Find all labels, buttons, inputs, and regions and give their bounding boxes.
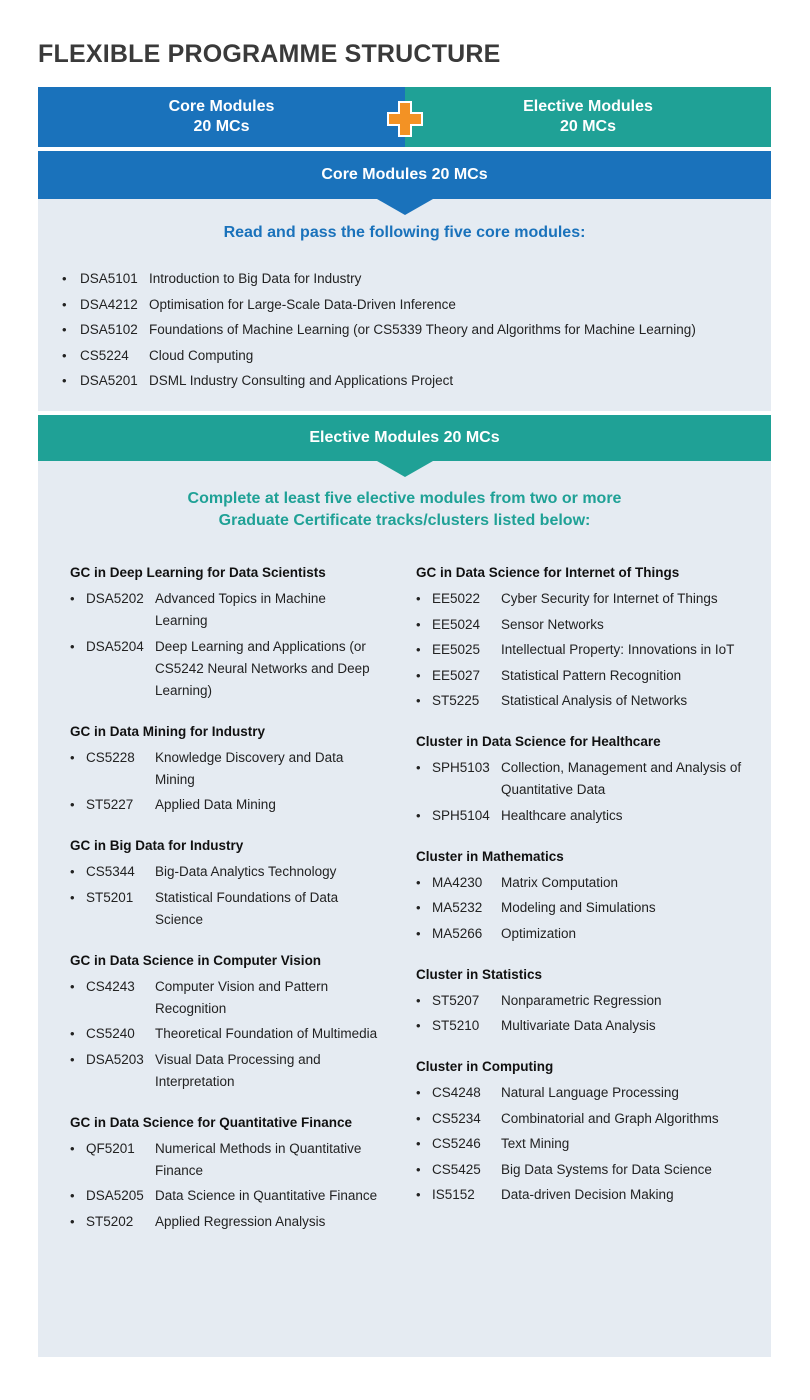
elective-left-column (70, 565, 415, 1255)
bullet-icon: • (62, 347, 67, 363)
bullet-icon: • (70, 978, 75, 994)
module-group (416, 849, 761, 945)
list-item (416, 805, 761, 827)
module-name: Applied Data Mining (155, 797, 276, 812)
module-code: EE5025 (432, 642, 481, 657)
list-item (416, 897, 761, 919)
bullet-icon: • (416, 642, 421, 657)
module-name: Healthcare analytics (501, 807, 623, 823)
module-group (416, 967, 761, 1038)
elective-summary-box (405, 87, 771, 147)
bullet-icon: • (416, 1187, 421, 1202)
module-name: Optimisation for Large-Scale Data-Driven Inference (149, 296, 456, 312)
bullet-icon: • (416, 874, 421, 890)
module-code: DSA5102 (80, 322, 138, 338)
elective-band-arrow (377, 461, 433, 477)
module-name: Collection, Management and Analysis of Quantitative Data (501, 760, 742, 797)
module-code: ST5225 (432, 693, 480, 708)
bullet-icon: • (416, 591, 421, 606)
core-band: Core Modules 20 MCs (38, 151, 771, 199)
module-name: Optimization (501, 925, 577, 941)
group-title: GC in Big Data for Industry (70, 838, 244, 853)
list-item (416, 757, 761, 801)
list-item (62, 368, 696, 394)
module-code: ST5201 (86, 889, 134, 905)
module-code: ST5207 (432, 992, 480, 1008)
module-name: Big Data Systems for Data Science (501, 1161, 712, 1177)
module-code: CS5425 (432, 1161, 481, 1177)
group-title: Cluster in Mathematics (416, 848, 564, 864)
list-item (62, 266, 696, 292)
core-summary-mcs: 20 MCs (193, 118, 250, 135)
bullet-icon: • (416, 760, 421, 775)
module-code: DSA5204 (86, 638, 144, 654)
module-name: Introduction to Big Data for Industry (149, 271, 362, 287)
list-item (416, 690, 761, 712)
bullet-icon: • (62, 322, 67, 338)
module-group (416, 565, 761, 712)
list-item (70, 636, 415, 702)
elective-band: Elective Modules 20 MCs (38, 415, 771, 461)
core-module-list (62, 266, 696, 394)
group-title: GC in Data Mining for Industry (70, 723, 265, 739)
group-title: GC in Data Science in Computer Vision (70, 952, 322, 968)
bullet-icon: • (416, 1018, 421, 1033)
core-summary-box (38, 87, 405, 147)
core-heading: Read and pass the following five core modules: (223, 224, 586, 241)
bullet-icon: • (70, 1213, 75, 1229)
bullet-icon: • (416, 693, 421, 708)
module-name: Data-driven Decision Making (501, 1187, 674, 1202)
list-item (416, 990, 761, 1012)
module-code: EE5024 (432, 616, 481, 632)
module-code: CS5246 (432, 1136, 481, 1151)
list-item (70, 1185, 415, 1207)
module-code: CS5234 (432, 1110, 481, 1126)
module-code: DSA5101 (80, 271, 138, 287)
module-code: ST5202 (86, 1213, 134, 1229)
elective-heading (38, 488, 771, 532)
bullet-icon: • (416, 1136, 421, 1151)
bullet-icon: • (70, 889, 75, 905)
list-item (416, 923, 761, 945)
module-name: Deep Learning and Applications (or CS5242 Neural Networks and Deep Learning) (155, 638, 370, 698)
list-item (62, 317, 696, 343)
module-code: SPH5103 (432, 760, 490, 775)
module-name: Statistical Analysis of Networks (501, 693, 688, 708)
bullet-icon: • (70, 591, 75, 606)
bullet-icon: • (70, 749, 75, 765)
module-code: EE5022 (432, 591, 481, 606)
elective-summary-label: Elective Modules (523, 98, 653, 115)
module-name: Cyber Security for Internet of Things (501, 591, 718, 606)
list-item (70, 747, 415, 791)
module-code: CS5344 (86, 864, 135, 879)
module-code: CS4243 (86, 978, 135, 994)
list-item (416, 1108, 761, 1130)
module-name: Big-Data Analytics Technology (155, 864, 337, 879)
list-item (70, 794, 415, 816)
module-name: Knowledge Discovery and Data Mining (155, 749, 344, 787)
module-name: Combinatorial and Graph Algorithms (501, 1110, 719, 1126)
bullet-icon: • (416, 1110, 421, 1126)
group-title: Cluster in Data Science for Healthcare (416, 734, 661, 749)
core-band-arrow (377, 199, 433, 215)
module-name: Data Science in Quantitative Finance (155, 1188, 378, 1203)
module-code: ST5210 (432, 1018, 480, 1033)
bullet-icon: • (70, 864, 75, 879)
bullet-icon: • (416, 807, 421, 823)
list-item (62, 292, 696, 318)
module-name: Matrix Computation (501, 874, 619, 890)
core-summary-label: Core Modules (168, 98, 275, 115)
module-group (70, 565, 415, 702)
module-code: CS4248 (432, 1085, 481, 1100)
bullet-icon: • (70, 797, 75, 812)
module-code: CS5224 (80, 347, 129, 363)
group-title: Cluster in Statistics (416, 966, 543, 982)
bullet-icon: • (416, 925, 421, 941)
module-code: MA5232 (432, 900, 483, 915)
bullet-icon: • (70, 638, 75, 654)
list-item (416, 614, 761, 636)
module-name: Statistical Foundations of Data Science (155, 889, 339, 927)
list-item (416, 1015, 761, 1037)
module-code: IS5152 (432, 1187, 475, 1202)
module-group (70, 724, 415, 817)
module-name: Cloud Computing (149, 347, 254, 363)
elective-summary-mcs: 20 MCs (559, 118, 617, 135)
module-name: Computer Vision and Pattern Recognition (155, 978, 329, 1016)
module-code: ST5227 (86, 797, 134, 812)
list-item (416, 1159, 761, 1181)
module-code: QF5201 (86, 1140, 135, 1156)
bullet-icon: • (70, 1026, 75, 1041)
module-name: Theoretical Foundation of Multimedia (155, 1026, 378, 1041)
bullet-icon: • (416, 667, 421, 683)
module-code: DSA5205 (86, 1188, 144, 1203)
module-name: Advanced Topics in Machine Learning (155, 591, 326, 628)
list-item (62, 343, 696, 369)
bullet-icon: • (416, 900, 421, 915)
bullet-icon: • (62, 271, 67, 287)
list-item (416, 1082, 761, 1104)
module-name: Applied Regression Analysis (155, 1213, 326, 1229)
list-item (416, 665, 761, 687)
module-name: Nonparametric Regression (501, 992, 662, 1008)
module-name: Multivariate Data Analysis (501, 1018, 656, 1033)
page-title: FLEXIBLE PROGRAMME STRUCTURE (38, 40, 501, 68)
plus-icon (387, 101, 423, 137)
module-group (416, 734, 761, 827)
list-item (416, 872, 761, 894)
list-item (70, 861, 415, 883)
module-name: Numerical Methods in Quantitative Finance (155, 1140, 362, 1178)
module-name: Visual Data Processing and Interpretation (155, 1051, 321, 1089)
list-item (70, 976, 415, 1020)
module-group (70, 953, 415, 1093)
bullet-icon: • (62, 373, 67, 389)
list-item (416, 588, 761, 610)
list-item (70, 1023, 415, 1045)
list-item (70, 887, 415, 931)
module-name: DSML Industry Consulting and Applications Project (149, 373, 454, 389)
module-code: MA5266 (432, 925, 483, 941)
group-title: Cluster in Computing (416, 1059, 554, 1074)
bullet-icon: • (70, 1051, 75, 1067)
module-code: DSA5203 (86, 1051, 144, 1067)
module-name: Natural Language Processing (501, 1085, 679, 1100)
elective-right-column (416, 565, 761, 1228)
bullet-icon: • (416, 1085, 421, 1100)
list-item (416, 1184, 761, 1206)
list-item (70, 588, 415, 632)
elective-heading-line1: Complete at least five elective modules from two or more (187, 490, 622, 507)
bullet-icon: • (416, 616, 421, 632)
group-title: GC in Data Science for Quantitative Finance (70, 1114, 353, 1130)
list-item (70, 1138, 415, 1182)
list-item (70, 1211, 415, 1233)
module-group (70, 1115, 415, 1233)
module-code: DSA4212 (80, 296, 138, 312)
module-group (70, 838, 415, 931)
bullet-icon: • (70, 1140, 75, 1156)
module-code: MA4230 (432, 874, 483, 890)
module-code: DSA5201 (80, 373, 138, 389)
list-item (416, 639, 761, 661)
module-name: Text Mining (501, 1136, 570, 1151)
module-name: Intellectual Property: Innovations in IoT (501, 642, 735, 657)
bullet-icon: • (62, 296, 67, 312)
bullet-icon: • (70, 1188, 75, 1203)
group-title: GC in Data Science for Internet of Things (416, 565, 680, 580)
module-name: Statistical Pattern Recognition (501, 667, 682, 683)
module-name: Modeling and Simulations (501, 900, 656, 915)
bullet-icon: • (416, 1161, 421, 1177)
module-code: SPH5104 (432, 807, 490, 823)
group-title: GC in Deep Learning for Data Scientists (70, 565, 326, 580)
module-code: CS5228 (86, 749, 135, 765)
module-name: Sensor Networks (501, 616, 604, 632)
list-item (416, 1133, 761, 1155)
elective-heading-line2: Graduate Certificate tracks/clusters listed below: (218, 512, 591, 529)
module-name: Foundations of Machine Learning (or CS5339 Theory and Algorithms for Machine Learning) (149, 322, 696, 338)
list-item (70, 1049, 415, 1093)
module-code: EE5027 (432, 667, 481, 683)
module-code: DSA5202 (86, 591, 144, 606)
module-code: CS5240 (86, 1026, 135, 1041)
module-group (416, 1059, 761, 1206)
bullet-icon: • (416, 992, 421, 1008)
